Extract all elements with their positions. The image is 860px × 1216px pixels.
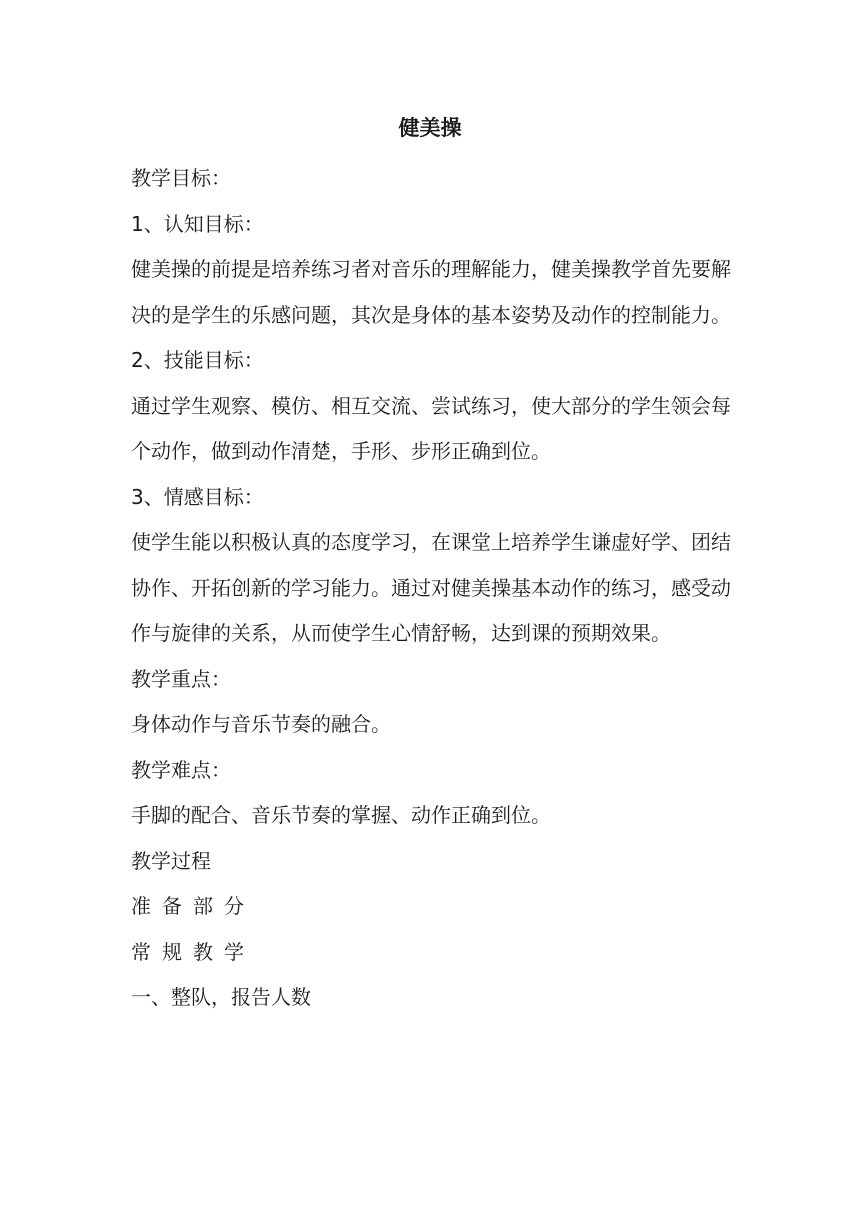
- difficulty-text: 手脚的配合、音乐节奏的掌握、动作正确到位。: [131, 803, 551, 827]
- document-title: 健美操: [398, 116, 462, 140]
- cognitive-goal-text: 健美操的前提是培养练习者对音乐的理解能力，健美操教学首先要解决的是学生的乐感问题，其次是身体的基本姿势及动作的控制能力。: [131, 257, 731, 327]
- document-body: [131, 156, 731, 1021]
- cognitive-goal-heading: 1、认知目标：: [131, 211, 264, 236]
- key-point-heading: 教学重点：: [131, 666, 231, 691]
- difficulty-heading: 教学难点：: [131, 757, 231, 782]
- skill-goal-heading: 2、技能目标：: [131, 348, 264, 372]
- step-one-text: 一、整队，报告人数: [131, 985, 311, 1009]
- process-heading: 教学过程: [131, 848, 211, 873]
- routine-teaching-label: 常规教学: [131, 939, 255, 964]
- teaching-goals-heading: 教学目标：: [131, 166, 231, 190]
- emotion-goal-text: 使学生能以积极认真的态度学习，在课堂上培养学生谦虚好学、团结协作、开拓创新的学习能力。通过对健美操基本动作的练习，感受动作与旋律的关系，从而使学生心情舒畅，达到课的预期效果。: [131, 530, 731, 645]
- prep-part-label: 准备部分: [131, 894, 255, 918]
- key-point-text: 身体动作与音乐节奏的融合。: [131, 712, 391, 736]
- skill-goal-text: 通过学生观察、模仿、相互交流、尝试练习，使大部分的学生领会每个动作，做到动作清楚，手形、步形正确到位。: [131, 393, 731, 463]
- emotion-goal-heading: 3、情感目标：: [131, 484, 264, 509]
